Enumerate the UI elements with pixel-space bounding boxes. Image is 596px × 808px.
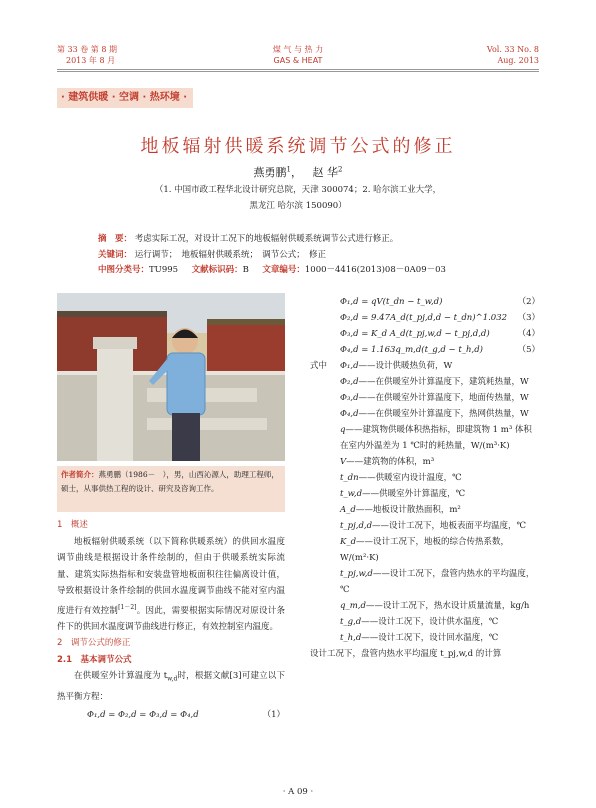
section-2-1-paragraph [57,668,285,705]
clc-label: 中图分类号： [98,265,150,275]
section-banner: · 建筑供暖 · 空调 · 热环境 · [57,88,193,108]
definition-symbol: q_m,d [340,601,366,611]
definition-item [310,406,540,422]
definition-item [310,454,540,470]
right-column [310,294,540,662]
section-2-1-heading: 2.1 基本调节公式 [57,654,132,665]
header-rule [57,69,539,70]
definition-symbol: t_pj,w,d [340,569,373,579]
definition-symbol: t_dn [340,473,359,483]
section-1-text: 地板辐射供暖系统（以下简称供暖系统）的供回水温度调节曲线是根据设计条件绘制的，但由于供暖系统实际流量、建筑实际热指标和安装盘管地板面积往往偏离设计值，导致根据设计条件绘制的供回水温度调节曲线不能对室内温度进行有效控制 [57,536,285,616]
definition-symbol: t_w,d [340,489,363,499]
equation-number: （4） [517,329,540,339]
definition-text: ——设计工况下，地板表面平均温度，℃ [372,521,527,531]
equation-formula: Φ₁,d = qV(t_dn − t_w,d) [340,297,443,307]
definition-symbol: Φ₁,d [340,361,359,371]
article-no-label: 文章编号： [262,265,305,275]
author-bio [57,466,285,512]
equation-number: （5） [517,345,540,355]
equation-formula: Φ₃,d = K_d A_d(t_pj,w,d − t_pj,d,d) [340,329,490,339]
equation-1 [57,707,285,723]
definition-text: ——供暖室内设计温度，℃ [358,473,462,483]
definition-text: ——在供暖室外计算温度下，热网供热量，W [358,409,529,419]
equation-number: （2） [517,297,540,307]
author-list: 燕勇鹏$^1$， 赵 华$^2$ [253,165,343,179]
definition-text: ——在供暖室外计算温度下，建筑耗热量，W [358,377,529,387]
equation-formula: Φ₄,d = 1.163q_m,d(t_g,d − t_h,d) [340,345,483,355]
bio-label: 作者简介： [61,470,99,479]
abstract [98,233,398,245]
section-2-heading: 2 调节公式的修正 [57,638,131,649]
definition-item [310,390,540,406]
journal-title: 煤 气 与 热 力 [272,45,324,54]
definition-text: ——供暖室外计算温度，℃ [362,489,466,499]
symbol-definitions [310,358,540,646]
definition-text: ——设计工况下，热水设计质量流量，kg/h [365,601,530,611]
left-column [57,517,285,723]
keywords-label: 关键词： [98,250,133,260]
author-2-affil: 2 [338,165,343,174]
volume-issue-en: Vol. 33 No. 8 [486,45,539,54]
doc-code-label: 文献标识码： [191,265,243,275]
header-rule-2 [57,71,539,72]
section-1-heading: 1 概述 [57,520,88,530]
section-1-ref: [1－2] [118,603,137,611]
equation-list [310,294,540,358]
definition-item [310,470,540,486]
volume-issue: 第 33 卷 第 8 期 [57,45,117,54]
definition-item [310,534,540,566]
definition-symbol: Φ₄,d [340,409,359,419]
definition-symbol: t_pj,d,d [340,521,373,531]
definition-text: ——设计工况下，地板的综合传热系数，W/(m²·K) [340,537,510,563]
equation-2 [310,294,540,310]
journal-title-en: GAS & HEAT [273,56,323,65]
abstract-label: 摘 要： [98,234,133,244]
definition-symbol: q [340,425,346,435]
doc-code-value: B [242,265,249,275]
definition-item [310,486,540,502]
author-1-affil: 1 [286,165,291,174]
page-number: · A 09 · [282,787,314,797]
equation-3 [310,310,540,326]
author-photo [57,293,285,461]
definition-symbol: A_d [340,505,356,515]
equation-1-number: （1） [262,710,285,721]
equation-4 [310,326,540,342]
paper-title: 地板辐射供暖系统调节公式的修正 [140,136,456,157]
definition-item [310,614,540,630]
equation-formula: Φ₂,d = 9.47A_d(t_pj,d,d − t_dn)^1.032 [340,313,508,323]
definition-symbol: V [340,457,347,467]
section-1-paragraph [57,534,285,636]
definition-item [310,374,540,390]
definition-item [310,630,540,646]
definition-text: ——设计工况下，设计回水温度，℃ [361,633,499,643]
definition-item [310,518,540,534]
definition-text: ——建筑物供暖体积热指标，即建筑物 1 m³ 体积在室内外温差为 1 ℃时的耗热量，W/(m³·K) [340,425,532,451]
definition-symbol: Φ₃,d [340,393,359,403]
definition-item [310,598,540,614]
affiliation-line-2: 黑龙江 哈尔滨 150090） [249,201,347,211]
definition-item [310,422,540,454]
abstract-text: 考虑实际工况，对设计工况下的地板辐射供暖系统调节公式进行修正。 [134,234,399,244]
where-label: 式中 [310,361,328,371]
keywords [98,249,326,261]
definition-item [310,566,540,598]
equation-1-formula: Φ₁,d = Φ₂,d = Φ₃,d = Φ₄,d [87,710,199,721]
definition-symbol: K_d [340,537,357,547]
definition-text: ——设计工况下，盘管内热水的平均温度，℃ [340,569,535,595]
definition-symbol: t_h,d [340,633,362,643]
clc-value: TU995 [149,265,179,275]
definition-text: ——设计供暖热负荷，W [358,361,453,371]
definition-text: ——在供暖室外计算温度下，地面传热量，W [358,393,529,403]
author-2: 赵 华 [312,166,338,179]
section-2-1-text-end: 时，根据文献[3]可建立以下热平衡方程： [57,671,285,702]
last-line: 设计工况下，盘管内热水平均温度 t_pj,w,d 的计算 [310,649,502,659]
issue-date: 2013 年 8 月 [66,56,116,65]
definition-text: ——设计工况下，设计供水温度，℃ [361,617,499,627]
definition-item [310,358,540,374]
issue-date-en: Aug. 2013 [497,56,539,65]
section-2-1-sub: w,d [167,676,178,684]
author-1: 燕勇鹏 [253,166,287,179]
definition-symbol: t_g,d [340,617,362,627]
definition-item [310,502,540,518]
definition-text: ——地板设计散热面积，m² [355,505,461,515]
equation-5 [310,342,540,358]
definition-text: ——建筑物的体积，m³ [346,457,435,467]
section-1-text-end: 。因此，需要根据实际情况对原设计条件下的供回水温度调节曲线进行修正，有效控制室内温度。 [57,605,285,632]
keywords-text: 运行调节； 地板辐射供暖系统； 调节公式； 修正 [134,250,326,260]
definition-symbol: Φ₂,d [340,377,359,387]
affiliation [0,182,596,214]
equation-number: （3） [517,313,540,323]
bio-text: 燕勇鹏（1986－ ），男，山西沁源人，助理工程师，硕士，从事供热工程的设计、研究及咨询工作。 [61,470,279,493]
affiliation-line-1: （1. 中国市政工程华北设计研究总院，天津 300074；2. 哈尔滨工业大学， [154,185,442,195]
article-no-value: 1000－4416(2013)08－0A09－03 [304,265,446,275]
classification-codes [98,264,446,276]
section-2-1-text: 在供暖室外计算温度为 t [74,671,168,682]
